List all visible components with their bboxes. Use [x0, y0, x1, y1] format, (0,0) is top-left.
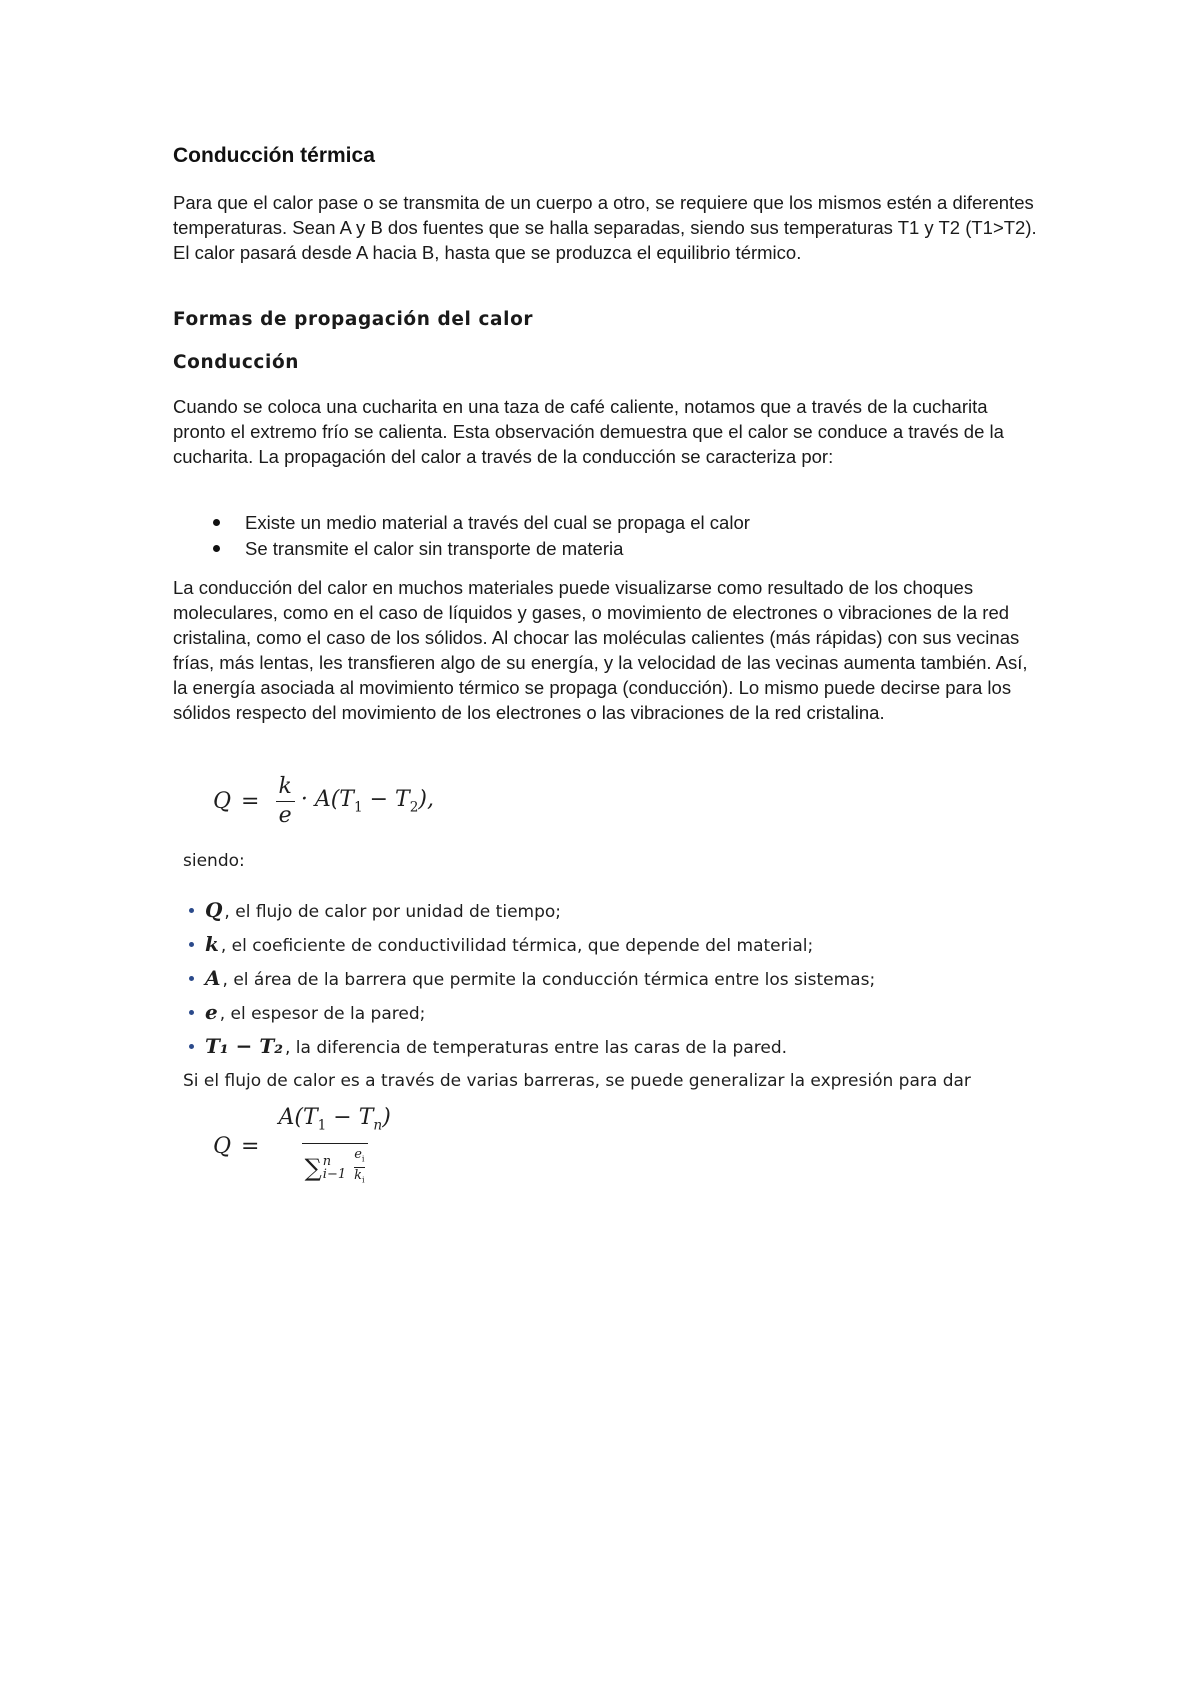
inner-fraction: $e_i$ $k_i$	[354, 1148, 364, 1187]
multi-barrier-formula	[213, 1106, 400, 1188]
subsection-heading: Conducción	[173, 352, 300, 373]
sum-symbol: ∑	[304, 1153, 322, 1182]
definition-text: , el flujo de calor por unidad de tiempo;	[224, 902, 562, 922]
definitions-list	[185, 893, 875, 1063]
bullet-icon	[213, 545, 220, 552]
fraction-numerator: $A(T_1 - T_n)$	[278, 1105, 391, 1134]
characteristics-list	[173, 510, 750, 562]
list-item	[173, 510, 750, 536]
formula-fraction	[275, 775, 294, 828]
fraction-denominator: e	[276, 801, 295, 828]
fraction-numerator: k	[278, 774, 292, 799]
explanation-paragraph: La conducción del calor en muchos materiales puede visualizarse como resultado de los choques moleculares, como en el caso de líquidos y gases, o movimiento de electrones o vibraciones de la red cristalina, como el caso de los sólidos. Al chocar las moléculas calientes (más rápidas) con sus vecinas frías, más lentas, les transfieren algo de su energía, y la velocidad de las vecinas aumenta también. Así, la energía asociada al movimiento térmico se propaga (conducción). Lo mismo puede decirse para los sólidos respecto del movimiento de los electrones o las vibraciones de la red cristalina.	[173, 577, 1028, 723]
bullet-icon	[189, 908, 194, 913]
intro-paragraph: Para que el calor pase o se transmita de un cuerpo a otro, se requiere que los mismos estén a diferentes temperaturas. Sean A y B dos fuentes que se halla separadas, siendo sus temperaturas T1 y T2 (T1>T2). El calor pasará desde A hacia B, hasta que se produzca el equilibrio térmico.	[173, 192, 1037, 263]
definition-item	[185, 1029, 875, 1063]
bullet-icon	[189, 976, 194, 981]
definition-symbol: k	[205, 932, 219, 956]
generalize-text: Si el flujo de calor es a través de varias barreras, se puede generalizar la expresión para dar	[183, 1071, 971, 1091]
list-item	[173, 536, 750, 562]
formula-fraction	[275, 1106, 393, 1188]
formula-lhs: Q	[213, 1134, 232, 1160]
sum-limits: n i−1	[322, 1153, 347, 1182]
conduction-intro-paragraph: Cuando se coloca una cucharita en una taza de café caliente, notamos que a través de la cucharita pronto el extremo frío se calienta. Esta observación demuestra que el calor se conduce a través de la cucharita. La propagación del calor a través de la conducción se caracteriza por:	[173, 396, 1004, 467]
formula-equals: =	[241, 1134, 260, 1160]
definition-text: , el área de la barrera que permite la conducción térmica entre los sistemas;	[222, 970, 876, 990]
list-item-text: Se transmite el calor sin transporte de materia	[245, 538, 624, 559]
fourier-law-formula	[213, 775, 434, 828]
bullet-icon	[189, 1044, 194, 1049]
document-title: Conducción térmica	[173, 144, 375, 167]
fraction-denominator	[302, 1143, 368, 1187]
definition-item	[185, 995, 875, 1029]
definition-text: , la diferencia de temperaturas entre las caras de la pared.	[284, 1038, 788, 1058]
definition-symbol: Q	[205, 898, 223, 922]
definition-text: , el espesor de la pared;	[219, 1004, 426, 1024]
definition-item	[185, 893, 875, 927]
definition-item	[185, 927, 875, 961]
siendo-label: siendo:	[183, 851, 245, 871]
list-item-text: Existe un medio material a través del cual se propaga el calor	[245, 512, 750, 533]
bullet-icon	[189, 942, 194, 947]
section-heading: Formas de propagación del calor	[173, 309, 534, 330]
formula-lhs: Q	[213, 789, 232, 814]
bullet-icon	[189, 1010, 194, 1015]
formula-rhs: · $A(T_1 - T_2)$,	[300, 787, 434, 816]
formula-equals: =	[241, 789, 260, 814]
bullet-icon	[213, 519, 220, 526]
definition-item	[185, 961, 875, 995]
definition-text: , el coeficiente de conductivilidad térmica, que depende del material;	[220, 936, 814, 956]
definition-symbol: e	[205, 1000, 218, 1024]
definition-symbol: A	[205, 966, 221, 990]
definition-symbol: T₁ − T₂	[205, 1034, 283, 1058]
